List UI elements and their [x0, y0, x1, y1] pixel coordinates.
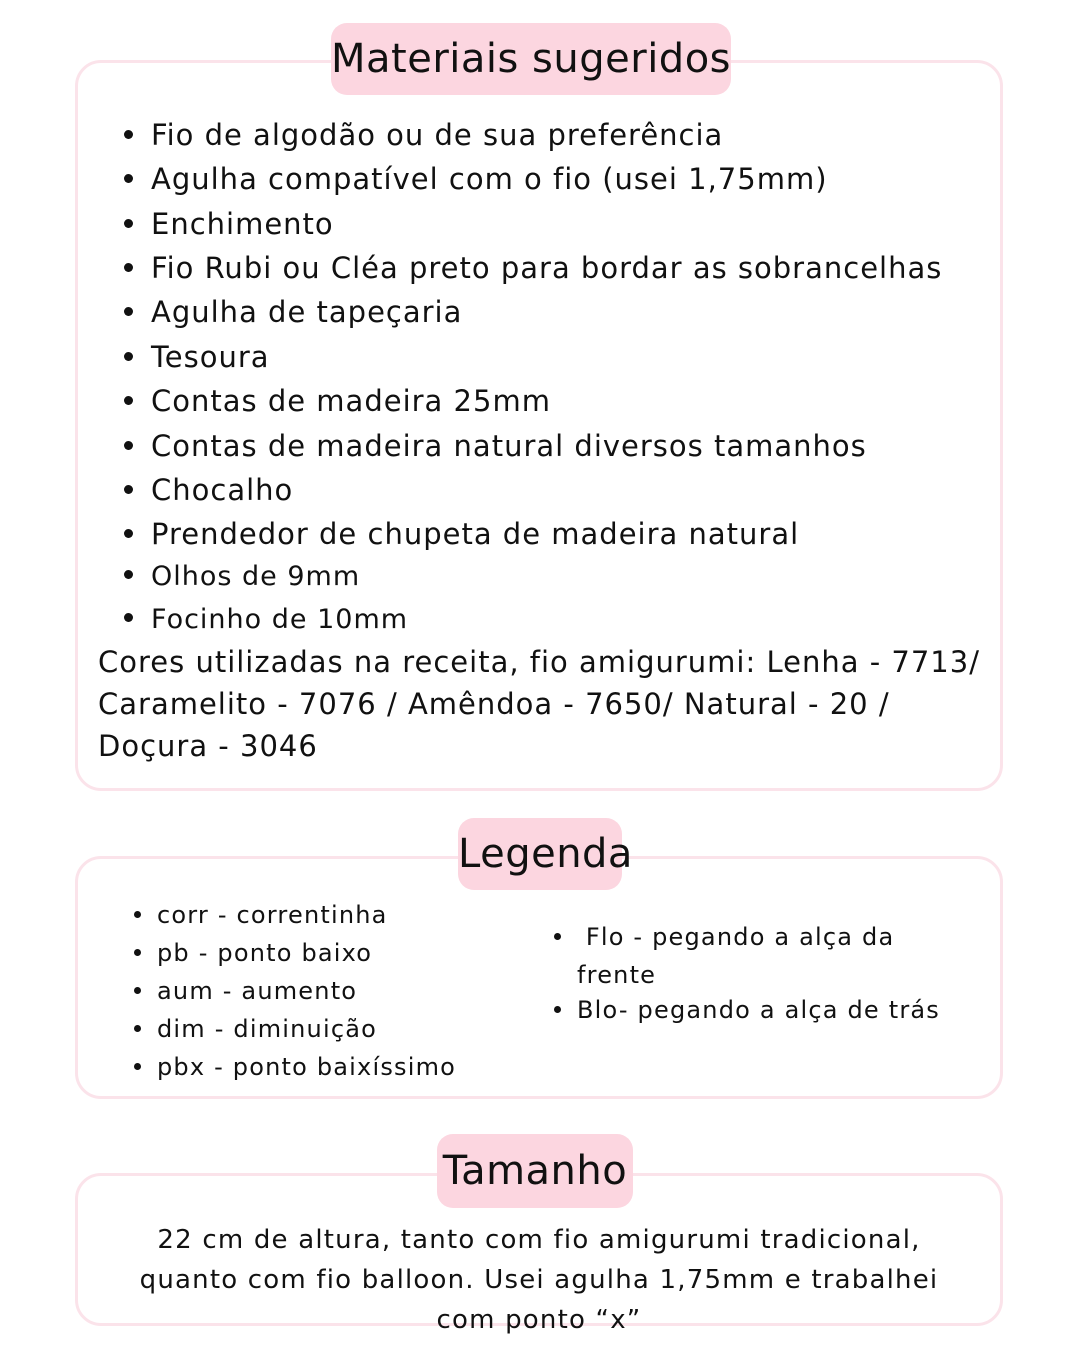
- bullet-icon: [124, 529, 133, 538]
- legend-item-aum: aum - aumento: [134, 975, 357, 1007]
- list-item: Tesoura: [124, 337, 270, 377]
- materials-title: Materiais sugeridos: [331, 23, 731, 95]
- bullet-icon: [124, 485, 133, 494]
- bullet-icon: [554, 933, 561, 940]
- bullet-icon: [134, 1063, 141, 1070]
- legend-item-blo: Blo- pegando a alça de trás: [554, 994, 940, 1026]
- list-item: Agulha de tapeçaria: [124, 292, 462, 332]
- bullet-icon: [134, 949, 141, 956]
- list-item: Olhos de 9mm: [124, 557, 360, 597]
- legend-item-flo: Flo - pegando a alça da frente: [554, 918, 957, 994]
- bullet-icon: [124, 352, 133, 361]
- materials-card: [75, 60, 1003, 791]
- list-item: Contas de madeira 25mm: [124, 381, 551, 421]
- bullet-icon: [124, 263, 133, 272]
- bullet-icon: [554, 1006, 561, 1013]
- bullet-icon: [134, 987, 141, 994]
- bullet-icon: [124, 613, 133, 622]
- list-item: Enchimento: [124, 204, 334, 244]
- bullet-icon: [124, 570, 133, 579]
- bullet-icon: [124, 396, 133, 405]
- list-item: Focinho de 10mm: [124, 600, 408, 640]
- legend-item-corr: corr - correntinha: [134, 899, 388, 931]
- bullet-icon: [134, 1025, 141, 1032]
- list-item: Prendedor de chupeta de madeira natural: [124, 514, 799, 554]
- size-description: 22 cm de altura, tanto com fio amigurumi tradicional, quanto com fio balloon. Usei agulha 1,75mm e trabalhei com ponto “x”: [139, 1225, 939, 1335]
- legend-item-pb: pb - ponto baixo: [134, 937, 372, 969]
- bullet-icon: [124, 307, 133, 316]
- legend-item-dim: dim - diminuição: [134, 1013, 377, 1045]
- list-item: Chocalho: [124, 470, 293, 510]
- bullet-icon: [124, 130, 133, 139]
- list-item: Fio Rubi ou Cléa preto para bordar as sobrancelhas: [124, 248, 942, 288]
- legend-title: Legenda: [458, 818, 622, 890]
- bullet-icon: [124, 219, 133, 228]
- bullet-icon: [124, 174, 133, 183]
- bullet-icon: [134, 911, 141, 918]
- legend-card: [75, 856, 1003, 1099]
- legend-item-pbx: pbx - ponto baixíssimo: [134, 1051, 456, 1083]
- size-title: Tamanho: [437, 1134, 633, 1208]
- list-item: Contas de madeira natural diversos tamanhos: [124, 426, 867, 466]
- list-item: Fio de algodão ou de sua preferência: [124, 115, 723, 155]
- colors-note: Cores utilizadas na receita, fio amigurumi: Lenha - 7713/ Caramelito - 7076 / Amêndoa - 7650/ Natural - 20 / Doçura - 3046: [98, 645, 980, 763]
- list-item: Agulha compatível com o fio (usei 1,75mm): [124, 159, 828, 199]
- bullet-icon: [124, 441, 133, 450]
